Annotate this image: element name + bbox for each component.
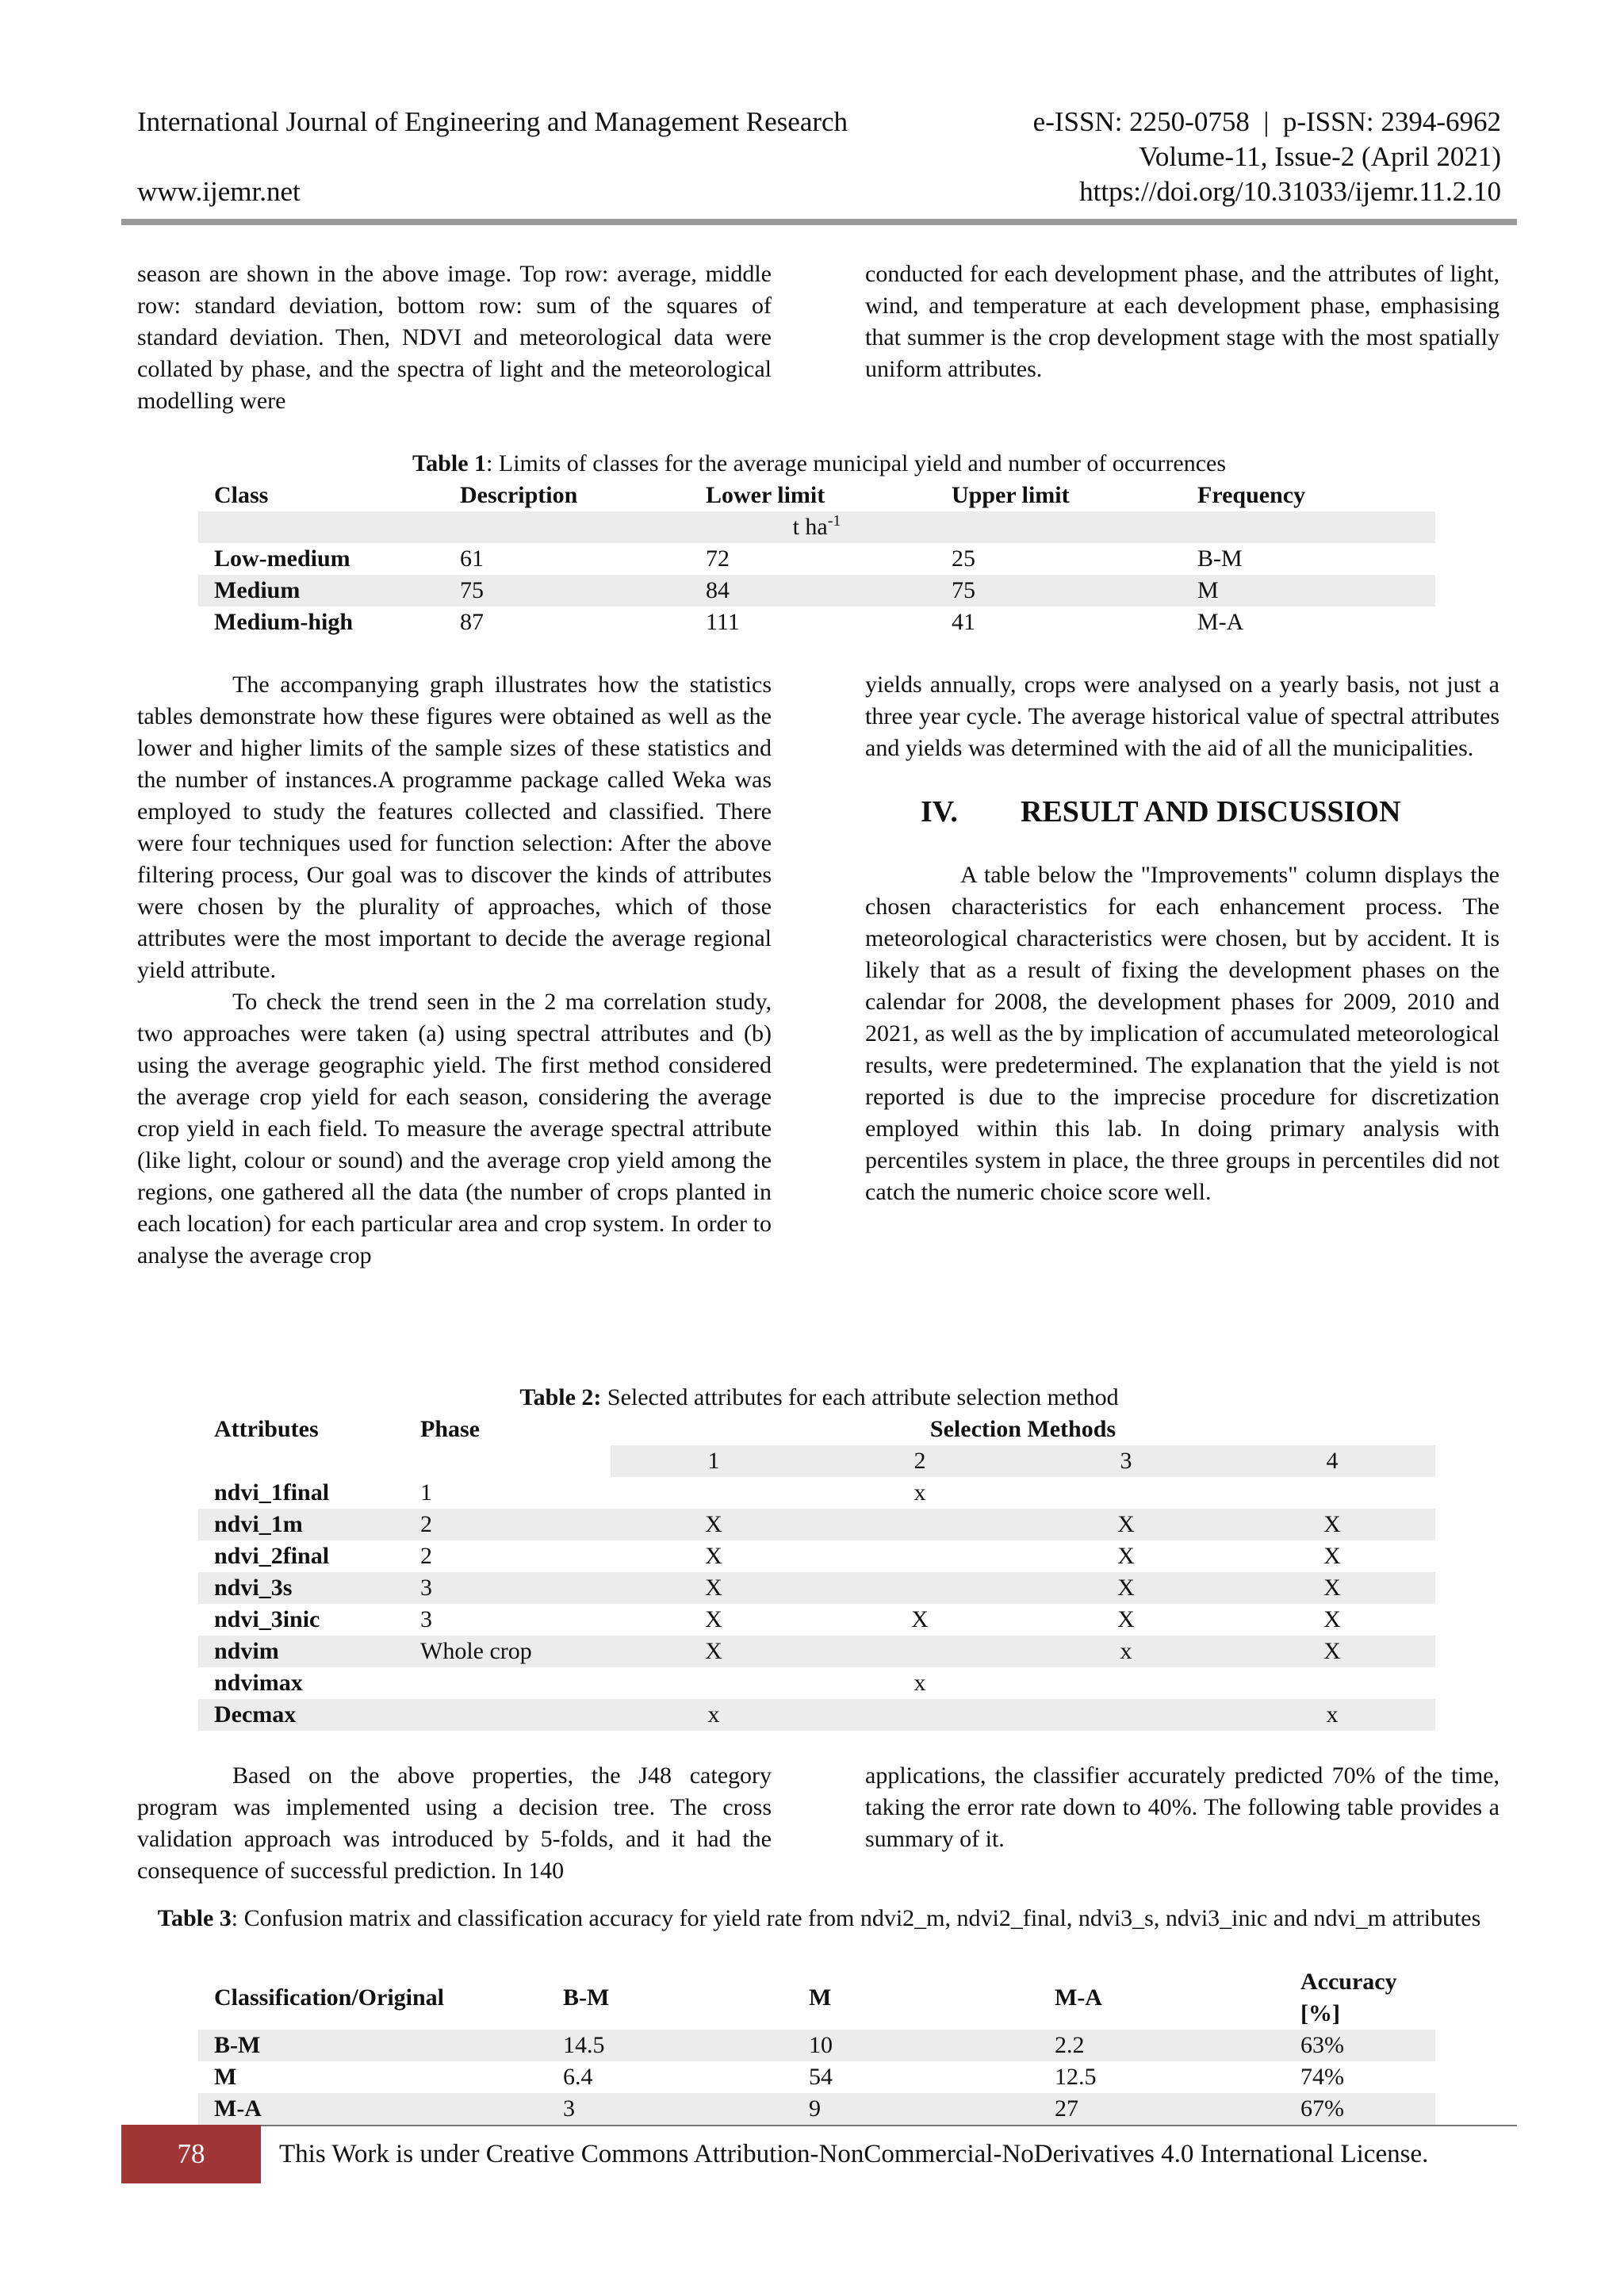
- table-row: [198, 607, 1435, 638]
- table-header-cell: Frequency: [1197, 482, 1306, 508]
- paragraph: conducted for each development phase, and the attributes of light, wind, and temperature at each development phase, emphasising that summer is the crop development stage with the most spatially uniform attributes.: [865, 261, 1500, 382]
- website-link[interactable]: www.ijemr.net: [137, 176, 301, 207]
- table-cell: 2.2: [1039, 2030, 1285, 2061]
- table-cell: X: [1229, 1509, 1435, 1540]
- table-cell: x: [914, 1670, 926, 1696]
- journal-name: International Journal of Engineering and Management Research: [137, 106, 848, 137]
- table-header-cell: Selection Methods: [929, 1416, 1116, 1442]
- table3-caption: [137, 1903, 1501, 1934]
- table-header-row: [198, 1966, 1435, 2030]
- table-cell: [1023, 1477, 1229, 1509]
- top-left-column: [137, 258, 772, 417]
- method-header-cell: 2: [817, 1445, 1023, 1477]
- table-cell: 61: [460, 545, 484, 572]
- middle-left-column: [137, 669, 772, 1272]
- method-header-cell: 1: [611, 1445, 817, 1477]
- table-header-cell: Classification/Original: [214, 1984, 445, 2011]
- table-cell: 75: [936, 575, 1182, 607]
- table-cell: 1: [420, 1479, 432, 1506]
- unit-cell: [198, 511, 1435, 543]
- table-row: [198, 1540, 1435, 1572]
- table-cell: [817, 1540, 1023, 1572]
- table-cell: 3: [547, 2093, 793, 2125]
- table-cell: X: [611, 1636, 817, 1667]
- table-cell: X: [1023, 1509, 1229, 1540]
- table-cell: x: [914, 1479, 926, 1506]
- table-cell: 75: [444, 575, 690, 607]
- table-cell: 9: [793, 2093, 1039, 2125]
- table-cell: [1229, 1667, 1435, 1699]
- table-cell: 67%: [1285, 2093, 1435, 2125]
- table-row: [198, 1572, 1435, 1604]
- table-cell: X: [911, 1606, 929, 1632]
- table-cell: X: [1323, 1606, 1341, 1632]
- table-cell: B-M: [198, 2030, 547, 2061]
- table-cell: [404, 1667, 611, 1699]
- table-cell: 14.5: [547, 2030, 793, 2061]
- volume-line: [137, 140, 1501, 174]
- table-row: [198, 2030, 1435, 2061]
- header-links: [137, 174, 1501, 209]
- table-cell: M: [214, 2064, 237, 2090]
- unit-exponent: -1: [827, 512, 841, 530]
- table-cell: 54: [809, 2064, 833, 2090]
- doi-link[interactable]: https://doi.org/10.31033/ijemr.11.2.10: [1079, 176, 1501, 207]
- table-header-cell: Attributes: [214, 1416, 319, 1442]
- table-row: [198, 1477, 1435, 1509]
- table-cell: Medium-high: [214, 609, 354, 635]
- table-cell: M-A: [1197, 609, 1244, 635]
- table-cell: X: [611, 1509, 817, 1540]
- table-cell: [1023, 1667, 1229, 1699]
- table-unit-row: [198, 511, 1435, 543]
- table-row: [198, 1636, 1435, 1667]
- bottom-right-column: [865, 1760, 1500, 1855]
- table-cell: 74%: [1300, 2064, 1344, 2090]
- table1: [198, 480, 1435, 638]
- table2-caption: [137, 1382, 1501, 1414]
- table-cell: [1023, 1699, 1229, 1731]
- table-subheader-row: [198, 1445, 1435, 1477]
- table-cell: 10: [793, 2030, 1039, 2061]
- table-cell: x: [1229, 1699, 1435, 1731]
- table-cell: ndvi_2final: [214, 1543, 330, 1569]
- table-cell: 84: [690, 575, 936, 607]
- table2-label: Table 2:: [519, 1384, 602, 1410]
- table-row: [198, 1699, 1435, 1731]
- paragraph: A table below the "Improvements" column displays the chosen characteristics for each enhancement process. The meteorological characteristics were chosen, but by accident. It is likely that as a result of fixing the development phases on the calendar for 2008, the development phases for 2009, 2010 and 2021, as well as the by implication of accumulated meteorological results, were predetermined. The explanation that the yield is not reported is due to the imprecise procedure for discretization employed within this lab. In doing primary analysis with percentiles system in place, the three groups in percentiles did not catch the numeric choice score well.: [865, 862, 1500, 1205]
- table-cell: 2: [420, 1543, 432, 1569]
- table-header-cell: Class: [214, 482, 269, 508]
- page-number-box: [121, 2125, 261, 2183]
- paragraph: season are shown in the above image. Top row: average, middle row: standard deviation, bottom row: sum of the squares of standard deviation. Then, NDVI and meteorological data were collated by phase, and the spectra of light and the meteorological modelling were: [137, 261, 772, 414]
- table-header-row: [198, 1414, 1435, 1445]
- method-header-cell: 4: [1229, 1445, 1435, 1477]
- table-cell: 27: [1039, 2093, 1285, 2125]
- table-row: [198, 1509, 1435, 1540]
- table-header-cell: M: [809, 1984, 832, 2011]
- section-title: RESULT AND DISCUSSION: [1021, 795, 1401, 828]
- table-cell: X: [705, 1606, 722, 1632]
- table3: [198, 1966, 1435, 2125]
- issn: e-ISSN: 2250-0758 | p-ISSN: 2394-6962: [1032, 106, 1501, 137]
- table-cell: [1229, 1477, 1435, 1509]
- table-cell: x: [1023, 1636, 1229, 1667]
- table-cell: ndvi_3inic: [214, 1606, 320, 1632]
- table-header-cell: Upper limit: [952, 482, 1070, 508]
- paragraph: yields annually, crops were analysed on a yearly basis, not just a three year cycle. The average historical value of spectral attributes and yields was determined with the aid of all the municipalities.: [865, 672, 1500, 761]
- table-header-cell: Lower limit: [706, 482, 825, 508]
- table-header-cell: Accuracy [%]: [1300, 1969, 1397, 2026]
- table-cell: ndvi_1final: [214, 1479, 330, 1506]
- table3-label: Table 3: [157, 1905, 232, 1931]
- table-header-cell: Description: [460, 482, 578, 508]
- table-cell: 41: [952, 609, 975, 635]
- table-cell: X: [1117, 1543, 1135, 1569]
- table-cell: 3: [404, 1572, 611, 1604]
- table-cell: ndvi_3s: [198, 1572, 404, 1604]
- table-cell: 6.4: [563, 2064, 593, 2090]
- table-cell: ndvi_1m: [198, 1509, 404, 1540]
- table-cell: Medium: [198, 575, 444, 607]
- table-header-cell: M-A: [1055, 1984, 1102, 2011]
- table-cell: B-M: [1197, 545, 1243, 572]
- table1-caption-text: : Limits of classes for the average municipal yield and number of occurrences: [486, 450, 1227, 476]
- header-rule: [121, 219, 1517, 225]
- table-cell: [611, 1477, 817, 1509]
- page-number: 78: [177, 2138, 205, 2169]
- table2-caption-text: Selected attributes for each attribute selection method: [601, 1384, 1119, 1410]
- table-cell: [817, 1572, 1023, 1604]
- table-cell: [817, 1636, 1023, 1667]
- table-cell: 72: [706, 545, 730, 572]
- table-cell: [817, 1509, 1023, 1540]
- table-cell: 3: [420, 1606, 432, 1632]
- volume-issue: Volume-11, Issue-2 (April 2021): [1139, 141, 1501, 172]
- section-number: IV.: [921, 795, 958, 828]
- table-cell: 25: [952, 545, 975, 572]
- table-cell: X: [1323, 1543, 1341, 1569]
- table-cell: X: [1023, 1572, 1229, 1604]
- table1-caption: [137, 448, 1501, 480]
- table-cell: 87: [460, 609, 484, 635]
- table-row: [198, 575, 1435, 607]
- footer-rule: [261, 2125, 1517, 2126]
- table3-caption-text: : Confusion matrix and classification accuracy for yield rate from ndvi2_m, ndvi2_final, ndvi3_s, ndvi3_inic and ndvi_m attributes: [231, 1905, 1481, 1931]
- running-header: [137, 105, 1501, 140]
- table-cell: X: [1117, 1606, 1135, 1632]
- table1-label: Table 1: [412, 450, 487, 476]
- table-cell: X: [1229, 1636, 1435, 1667]
- table-row: [198, 1604, 1435, 1636]
- table-row: [198, 2093, 1435, 2125]
- table-cell: [198, 1445, 404, 1477]
- table-cell: 12.5: [1055, 2064, 1097, 2090]
- middle-right-column: [865, 669, 1500, 1208]
- table-cell: [611, 1667, 817, 1699]
- bottom-left-column: [137, 1760, 772, 1887]
- table-cell: ndvim: [198, 1636, 404, 1667]
- table-cell: X: [705, 1543, 722, 1569]
- section-heading: [865, 793, 1500, 831]
- table-row: [198, 2061, 1435, 2093]
- table-cell: ndvimax: [214, 1670, 303, 1696]
- table-cell: [404, 1445, 611, 1477]
- table-cell: 111: [706, 609, 740, 635]
- table-row: [198, 543, 1435, 575]
- table-cell: X: [1229, 1572, 1435, 1604]
- method-header-cell: 3: [1023, 1445, 1229, 1477]
- table-cell: M-A: [198, 2093, 547, 2125]
- table-cell: [404, 1699, 611, 1731]
- table-cell: Decmax: [198, 1699, 404, 1731]
- unit-base: t ha: [792, 514, 828, 540]
- table-header-row: [198, 480, 1435, 511]
- top-right-column: [865, 258, 1500, 385]
- table-cell: 2: [404, 1509, 611, 1540]
- paragraph: To check the trend seen in the 2 ma correlation study, two approaches were taken (a) using spectral attributes and (b) using the average geographic yield. The first method considered the average crop yield for each season, considering the average crop yield in each field. To measure the average spectral attribute (like light, colour or sound) and the average crop yield among the regions, one gathered all the data (the number of crops planted in each location) for each particular area and crop system. In order to analyse the average crop: [137, 989, 772, 1269]
- table-cell: 63%: [1285, 2030, 1435, 2061]
- paragraph: The accompanying graph illustrates how the statistics tables demonstrate how these figures were obtained as well as the lower and higher limits of the sample sizes of these statistics and the number of instances.A programme package called Weka was employed to study the features collected and classified. There were four techniques used for function selection: After the above filtering process, Our goal was to discover the kinds of attributes were chosen by the plurality of approaches, which of those attributes were the most important to decide the average regional yield attribute.: [137, 672, 772, 983]
- table-cell: X: [611, 1572, 817, 1604]
- table-header-cell: Phase: [420, 1416, 480, 1442]
- paragraph: Based on the above properties, the J48 category program was implemented using a decision tree. The cross validation approach was introduced by 5-folds, and it had the consequence of successful prediction. In 140: [137, 1762, 772, 1884]
- table-cell: [817, 1699, 1023, 1731]
- table-row: [198, 1667, 1435, 1699]
- table-cell: x: [611, 1699, 817, 1731]
- paragraph: applications, the classifier accurately predicted 70% of the time, taking the error rate down to 40%. The following table provides a summary of it.: [865, 1762, 1500, 1852]
- table2: [198, 1414, 1435, 1731]
- table-header-cell: B-M: [563, 1984, 610, 2011]
- license-notice: This Work is under Creative Commons Attribution-NonCommercial-NoDerivatives 4.0 International License.: [279, 2140, 1429, 2168]
- table-cell: Whole crop: [404, 1636, 611, 1667]
- table-cell: M: [1182, 575, 1435, 607]
- table-cell: Low-medium: [214, 545, 350, 572]
